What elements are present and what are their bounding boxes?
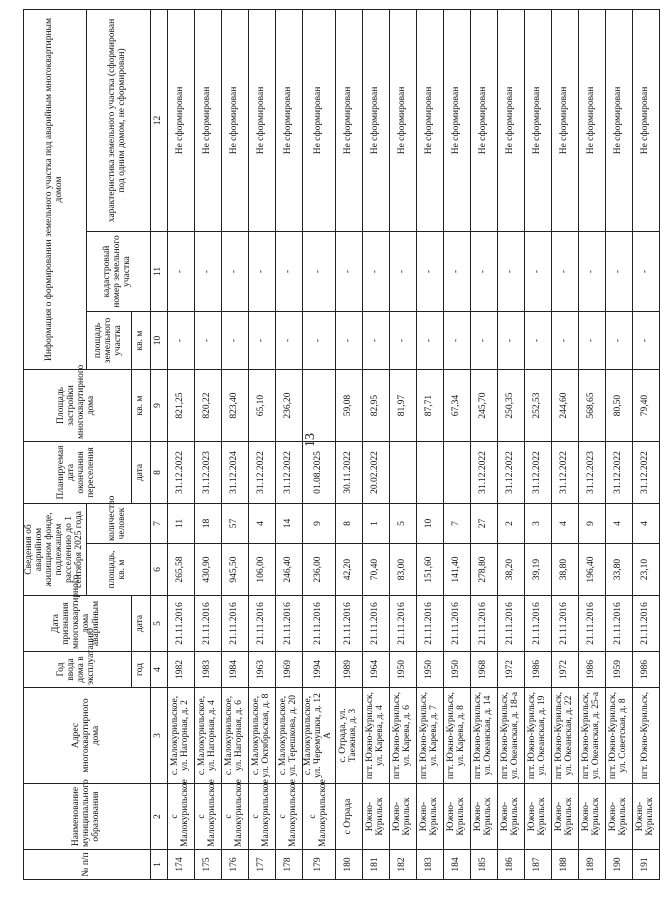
cell-address: с. Малокурильское, ул. Черемушки, д. 12 А [302,688,335,784]
cell-planned-date: 20.02.2022 [362,442,389,504]
cell-year: 1959 [605,652,632,688]
column-number: 7 [150,504,167,544]
cell-year: 1983 [194,652,221,688]
cell-address: с. Малокурильское, ул. Нагорная, д. 4 [194,688,221,784]
cell-land-area: - [362,312,389,370]
cell-planned-date: 31.12.2022 [497,442,524,504]
cell-municipality: с Малокурильское [194,784,221,850]
cell-land-characteristic: Не сформирован [362,9,389,231]
cell-planned-date: 01.08.2025 [302,442,335,504]
cell-land-area: - [605,312,632,370]
cell-cadastral: - [497,232,524,312]
cell-built-area: 81,97 [389,370,416,442]
cell-emergency-date: 21.11.2016 [389,596,416,652]
cell-year: 1994 [302,652,335,688]
cell-year: 1968 [470,652,497,688]
cell-built-area: 79,40 [632,370,659,442]
cell-row-number: 186 [497,850,524,880]
cell-emergency-date: 21.11.2016 [443,596,470,652]
cell-built-area: 568,65 [578,370,605,442]
table-row [335,9,362,879]
cell-land-area: - [302,312,335,370]
cell-planned-date: 31.12.2022 [470,442,497,504]
cell-emergency-date: 21.11.2016 [248,596,275,652]
cell-residents: 7 [443,504,470,544]
column-number: 12 [150,9,167,231]
cell-cadastral: - [248,232,275,312]
cell-residents: 57 [221,504,248,544]
cell-built-area: 245,70 [470,370,497,442]
cell-year: 1963 [248,652,275,688]
cell-cadastral: - [524,232,551,312]
cell-address: с. Малокурильское, ул. Нагорная, д. 6 [221,688,248,784]
cell-planned-date: 31.12.2023 [578,442,605,504]
table-row [221,9,248,879]
unit-sqm-land: кв. м [131,312,150,370]
cell-cadastral: - [335,232,362,312]
cell-residents: 10 [416,504,443,544]
cell-area: 106,00 [248,544,275,596]
cell-row-number: 176 [221,850,248,880]
table-row [167,9,194,879]
cell-land-area: - [470,312,497,370]
cell-row-number: 180 [335,850,362,880]
cell-year: 1989 [335,652,362,688]
cell-residents: 3 [524,504,551,544]
cell-built-area: 244,60 [551,370,578,442]
cell-year: 1969 [275,652,302,688]
cell-land-area: - [389,312,416,370]
cell-land-area: - [275,312,302,370]
cell-area: 38,80 [551,544,578,596]
cell-emergency-date: 21.11.2016 [470,596,497,652]
cell-municipality: Южно-Курильск [416,784,443,850]
cell-area: 70,40 [362,544,389,596]
unit-sqm: кв. м [131,370,150,442]
cell-area: 265,58 [167,544,194,596]
column-number: 1 [150,850,167,880]
table-row [302,9,335,879]
cell-municipality: Южно-Курильск [605,784,632,850]
cell-row-number: 189 [578,850,605,880]
cell-area: 39,19 [524,544,551,596]
table-row [605,9,632,879]
header-land-info: Информация о формировании земельного участка под аварийным многоквартирным домом [24,9,87,369]
cell-address: пгт. Южно-Курильск, ул. Советская, д. 8 [605,688,632,784]
cell-built-area: 87,71 [416,370,443,442]
cell-municipality: с Малокурильское [275,784,302,850]
cell-built-area: 821,25 [167,370,194,442]
table-row [389,9,416,879]
cell-year: 1986 [524,652,551,688]
cell-row-number: 179 [302,850,335,880]
table-row [416,9,443,879]
column-numbers-row [150,9,167,879]
cell-area: 430,90 [194,544,221,596]
cell-residents: 1 [362,504,389,544]
cell-municipality: с Малокурильское [302,784,335,850]
column-number: 2 [150,784,167,850]
cell-cadastral: - [275,232,302,312]
cell-address: с. Малокурильское, ул. Терешкова, д. 20 [275,688,302,784]
cell-cadastral: - [302,232,335,312]
header-year-built: Год ввода дома в эксплуатацию [24,652,132,688]
cell-residents: 27 [470,504,497,544]
cell-land-area: - [167,312,194,370]
cell-land-characteristic: Не сформирован [335,9,362,231]
cell-municipality: с Малокурильское [167,784,194,850]
cell-cadastral: - [389,232,416,312]
cell-residents: 14 [275,504,302,544]
cell-planned-date: 31.12.2024 [221,442,248,504]
cell-year: 1984 [221,652,248,688]
cell-municipality: с Малокурильское [248,784,275,850]
cell-residents: 8 [335,504,362,544]
cell-year: 1982 [167,652,194,688]
cell-land-characteristic: Не сформирован [389,9,416,231]
cell-land-area: - [443,312,470,370]
cell-residents: 9 [302,504,335,544]
cell-emergency-date: 21.11.2016 [275,596,302,652]
cell-address: пгт. Южно-Курильск, ул. Океанская, д. 19 [524,688,551,784]
cell-land-area: - [416,312,443,370]
header-land-char: характеристика земельного участка (сформирован под одним домом, не сформирован) [86,9,150,231]
cell-municipality: Южно-Курильск [551,784,578,850]
column-number: 11 [150,232,167,312]
cell-address: пгт. Южно-Курильск, ул. Океанская, д. 25-а [578,688,605,784]
cell-built-area: 250,35 [497,370,524,442]
header-area-sqm: площадь, кв. м [86,544,150,596]
table-row [194,9,221,879]
cell-cadastral: - [632,232,659,312]
unit-year: год [131,652,150,688]
cell-year: 1972 [551,652,578,688]
table-row [551,9,578,879]
cell-area: 83,00 [389,544,416,596]
cell-land-area: - [578,312,605,370]
cell-land-characteristic: Не сформирован [524,9,551,231]
cell-address: пгт. Южно-Курильск, ул. Океанская, д. 14 [470,688,497,784]
cell-address: с. Малокурильское, ул. Нагорная, д. 2 [167,688,194,784]
cell-row-number: 184 [443,850,470,880]
cell-area: 151,60 [416,544,443,596]
cell-municipality: Южно-Курильск [443,784,470,850]
cell-land-characteristic: Не сформирован [605,9,632,231]
cell-address: с. Отрада, ул. Таежная, д. 3 [335,688,362,784]
table-row [362,9,389,879]
cell-built-area: 820,22 [194,370,221,442]
cell-planned-date [389,442,416,504]
header-address: Адрес многоквартирного дома [24,688,151,784]
cell-address: пгт. Южно-Курильск, ул. Карева, д. 8 [443,688,470,784]
table-row [497,9,524,879]
cell-land-characteristic: Не сформирован [551,9,578,231]
cell-year: 1950 [416,652,443,688]
cell-built-area: 65,10 [248,370,275,442]
cell-row-number: 181 [362,850,389,880]
header-land-area: площадь земельного участка [86,312,131,370]
header-housing-info: Сведения об аварийном жилищном фонде, подлежащем расселению до 1 сентября 2025 года [24,504,87,596]
cell-emergency-date: 21.11.2016 [362,596,389,652]
cell-built-area: 823,40 [221,370,248,442]
cell-municipality: Южно-Курильск [497,784,524,850]
cell-cadastral: - [167,232,194,312]
cell-residents: 4 [605,504,632,544]
cell-area: 38,20 [497,544,524,596]
cell-area: 246,40 [275,544,302,596]
cell-address: пгт. Южно-Курильск, [632,688,659,784]
document-table-wrapper [23,10,655,880]
cell-land-characteristic: Не сформирован [443,9,470,231]
table-row [275,9,302,879]
cell-land-area: - [335,312,362,370]
cell-emergency-date: 21.11.2016 [167,596,194,652]
cell-planned-date: 30.11.2022 [335,442,362,504]
cell-land-characteristic: Не сформирован [167,9,194,231]
cell-built-area: 67,34 [443,370,470,442]
cell-area: 23,10 [632,544,659,596]
cell-emergency-date: 21.11.2016 [335,596,362,652]
cell-row-number: 187 [524,850,551,880]
cell-year: 1950 [443,652,470,688]
cell-land-characteristic: Не сформирован [497,9,524,231]
cell-emergency-date: 21.11.2016 [302,596,335,652]
table-row [578,9,605,879]
cell-land-characteristic: Не сформирован [302,9,335,231]
cell-land-area: - [524,312,551,370]
unit-date: дата [131,596,150,652]
cell-municipality: Южно-Курильск [470,784,497,850]
cell-cadastral: - [551,232,578,312]
cell-planned-date: 31.12.2022 [248,442,275,504]
cell-area: 196,40 [578,544,605,596]
cell-planned-date: 31.12.2023 [194,442,221,504]
cell-residents: 4 [551,504,578,544]
column-number: 5 [150,596,167,652]
cell-emergency-date: 21.11.2016 [497,596,524,652]
cell-residents: 9 [578,504,605,544]
cell-land-characteristic: Не сформирован [578,9,605,231]
cell-planned-date [443,442,470,504]
cell-land-characteristic: Не сформирован [275,9,302,231]
cell-emergency-date: 21.11.2016 [578,596,605,652]
page-number: 13 [303,433,318,447]
cell-built-area: 82,95 [362,370,389,442]
cell-emergency-date: 21.11.2016 [524,596,551,652]
table-row [632,9,659,879]
cell-built-area: 252,53 [524,370,551,442]
cell-cadastral: - [578,232,605,312]
cell-address: пгт. Южно-Курильск, ул. Карева, д. 7 [416,688,443,784]
cell-land-area: - [194,312,221,370]
cell-row-number: 185 [470,850,497,880]
cell-planned-date: 31.12.2022 [632,442,659,504]
cell-area: 33,80 [605,544,632,596]
cell-year: 1986 [632,652,659,688]
cell-municipality: Южно-Курильск [362,784,389,850]
cell-cadastral: - [416,232,443,312]
cell-land-characteristic: Не сформирован [194,9,221,231]
cell-row-number: 174 [167,850,194,880]
cell-address: пгт. Южно-Курильск, ул. Карева, д. 6 [389,688,416,784]
cell-land-characteristic: Не сформирован [470,9,497,231]
cell-cadastral: - [605,232,632,312]
cell-land-area: - [632,312,659,370]
cell-municipality: с Отрада [335,784,362,850]
cell-row-number: 190 [605,850,632,880]
cell-address: пгт. Южно-Курильск, ул. Карева, д. 4 [362,688,389,784]
cell-emergency-date: 21.11.2016 [551,596,578,652]
cell-emergency-date: 21.11.2016 [605,596,632,652]
cell-land-characteristic: Не сформирован [221,9,248,231]
header-municipality: Наименование муниципального образования [24,784,151,850]
cell-land-area: - [221,312,248,370]
cell-residents: 18 [194,504,221,544]
emergency-housing-table [23,9,660,880]
column-number: 6 [150,544,167,596]
cell-built-area: 236,20 [275,370,302,442]
header-planned-date: Планируемая дата окончания переселения [24,442,132,504]
cell-land-characteristic: Не сформирован [416,9,443,231]
cell-land-area: - [248,312,275,370]
column-number: 4 [150,652,167,688]
cell-row-number: 191 [632,850,659,880]
cell-land-characteristic: Не сформирован [632,9,659,231]
header-cadastral: кадастровый номер земельного участка [86,232,150,312]
cell-planned-date: 31.12.2022 [167,442,194,504]
cell-row-number: 183 [416,850,443,880]
header-residents: количество человек [86,504,150,544]
cell-area: 236,00 [302,544,335,596]
cell-address: с. Малокурильское, ул. Октябрьская, д. 8 [248,688,275,784]
cell-land-area: - [497,312,524,370]
cell-emergency-date: 21.11.2016 [194,596,221,652]
cell-residents: 2 [497,504,524,544]
cell-year: 1950 [389,652,416,688]
cell-cadastral: - [221,232,248,312]
cell-planned-date: 31.12.2022 [524,442,551,504]
cell-planned-date: 31.12.2022 [605,442,632,504]
header-emergency-date: Дата признания многоквартирного дома аварийным [24,596,132,652]
cell-year: 1964 [362,652,389,688]
cell-planned-date: 31.12.2022 [275,442,302,504]
cell-cadastral: - [470,232,497,312]
cell-land-area: - [551,312,578,370]
column-number: 9 [150,370,167,442]
cell-address: пгт. Южно-Курильск, ул. Океанская, д. 18-а [497,688,524,784]
cell-year: 1986 [578,652,605,688]
table-row [443,9,470,879]
cell-area: 945,50 [221,544,248,596]
cell-row-number: 188 [551,850,578,880]
cell-address: пгт. Южно-Курильск, ул. Океанская, д. 22 [551,688,578,784]
header-built-area: Площадь застройки многоквартирного дома [24,370,132,442]
cell-planned-date: 31.12.2022 [551,442,578,504]
cell-row-number: 177 [248,850,275,880]
unit-date-planned: дата [131,442,150,504]
cell-municipality: Южно-Курильск [578,784,605,850]
cell-cadastral: - [443,232,470,312]
cell-area: 141,40 [443,544,470,596]
cell-row-number: 182 [389,850,416,880]
cell-residents: 4 [248,504,275,544]
cell-emergency-date: 21.11.2016 [416,596,443,652]
column-number: 8 [150,442,167,504]
column-number: 10 [150,312,167,370]
cell-residents: 4 [632,504,659,544]
cell-planned-date [416,442,443,504]
cell-municipality: Южно-Курильск [389,784,416,850]
cell-row-number: 175 [194,850,221,880]
cell-land-characteristic: Не сформирован [248,9,275,231]
table-row [524,9,551,879]
cell-residents: 11 [167,504,194,544]
cell-built-area: 59,08 [335,370,362,442]
cell-municipality: Южно-Курильск [632,784,659,850]
cell-built-area: 80,50 [605,370,632,442]
table-row [248,9,275,879]
column-number: 3 [150,688,167,784]
cell-area: 42,20 [335,544,362,596]
cell-residents: 5 [389,504,416,544]
cell-emergency-date: 21.11.2016 [221,596,248,652]
cell-emergency-date: 21.11.2016 [632,596,659,652]
cell-row-number: 178 [275,850,302,880]
table-row [470,9,497,879]
table-body [167,9,659,879]
cell-municipality: с Малокурильское [221,784,248,850]
cell-area: 278,80 [470,544,497,596]
header-num: № п/п [24,850,151,880]
cell-year: 1972 [497,652,524,688]
cell-municipality: Южно-Курильск [524,784,551,850]
cell-cadastral: - [194,232,221,312]
cell-cadastral: - [362,232,389,312]
cell-built-area [302,370,335,442]
